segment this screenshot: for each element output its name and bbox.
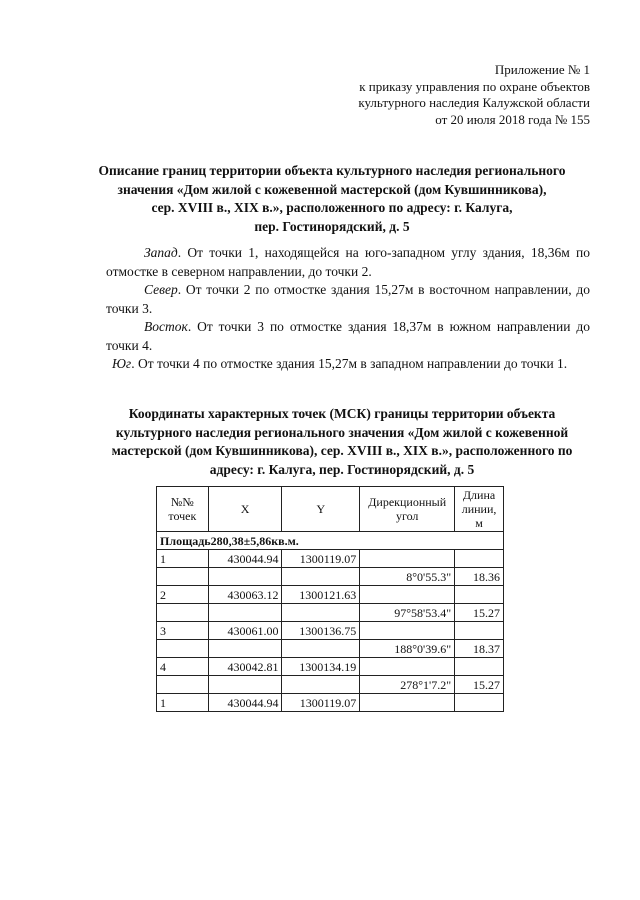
direction-angle-cell: 188°0'39.6" — [360, 640, 455, 658]
direction-label: Восток — [144, 319, 188, 334]
direction-label: Запад — [144, 245, 178, 260]
header-point-number: №№ точек — [157, 487, 209, 532]
y-cell: 1300136.75 — [282, 622, 360, 640]
line-length-cell: 15.27 — [455, 676, 504, 694]
x-cell — [208, 604, 282, 622]
boundary-west — [106, 244, 590, 281]
line-length-cell: 18.36 — [455, 568, 504, 586]
boundary-south — [106, 355, 590, 374]
table-row — [157, 622, 504, 640]
appendix-line: к приказу управления по охране объектов — [359, 78, 590, 94]
x-cell: 430063.12 — [208, 586, 282, 604]
direction-angle-cell — [360, 622, 455, 640]
point-number-cell — [157, 676, 209, 694]
line-length-cell: 15.27 — [455, 604, 504, 622]
y-cell — [282, 568, 360, 586]
direction-text: . От точки 4 по отмостке здания 15,27м в западном направлении до точки 1. — [131, 356, 568, 371]
y-cell: 1300121.63 — [282, 586, 360, 604]
coordinates-title — [92, 405, 592, 479]
line-length-cell — [455, 550, 504, 568]
area-row — [157, 532, 504, 550]
line-length-cell — [455, 586, 504, 604]
header-line-length: Длина линии, м — [455, 487, 504, 532]
point-number-cell: 1 — [157, 694, 209, 712]
x-cell — [208, 568, 282, 586]
appendix-line: от 20 июля 2018 года № 155 — [435, 111, 590, 127]
y-cell — [282, 640, 360, 658]
y-cell: 1300119.07 — [282, 550, 360, 568]
direction-angle-cell — [360, 658, 455, 676]
direction-label: Юг — [112, 356, 132, 371]
coordinates-title-line: Координаты характерных точек (МСК) границы территории объекта — [128, 406, 556, 421]
area-cell: Площадь280,38±5,86кв.м. — [157, 532, 504, 550]
y-cell: 1300134.19 — [282, 658, 360, 676]
x-cell: 430042.81 — [208, 658, 282, 676]
table-row — [157, 586, 504, 604]
table-body — [157, 532, 504, 712]
header-direction-angle: Дирекционный угол — [360, 487, 455, 532]
table-row — [157, 658, 504, 676]
coordinates-title-line: адресу: г. Калуга, пер. Гостинорядский, д. 5 — [209, 461, 475, 477]
boundary-north — [106, 281, 590, 318]
point-number-cell — [157, 640, 209, 658]
header-y: Y — [282, 487, 360, 532]
direction-angle-cell — [360, 586, 455, 604]
line-length-cell — [455, 658, 504, 676]
y-cell — [282, 604, 360, 622]
line-length-cell — [455, 622, 504, 640]
x-cell — [208, 640, 282, 658]
x-cell: 430044.94 — [208, 550, 282, 568]
table-header-row — [157, 487, 504, 532]
table-row — [157, 604, 504, 622]
line-length-cell — [455, 694, 504, 712]
direction-angle-cell — [360, 694, 455, 712]
coordinates-table — [156, 486, 504, 712]
direction-label: Север — [144, 282, 178, 297]
boundary-description — [106, 244, 590, 374]
direction-angle-cell — [360, 550, 455, 568]
table-row — [157, 694, 504, 712]
x-cell: 430061.00 — [208, 622, 282, 640]
coordinates-title-line: мастерской (дом Кувшинникова), сер. XVIII в., XIX в.», расположенного по — [111, 443, 573, 458]
header-x: X — [208, 487, 282, 532]
table-row — [157, 640, 504, 658]
title-line: Описание границ территории объекта культурного наследия регионального — [98, 163, 566, 178]
appendix-line: Приложение № 1 — [494, 62, 590, 77]
title-line: сер. XVIII в., XIX в.», расположенного по адресу: г. Калуга, — [151, 200, 513, 215]
point-number-cell: 2 — [157, 586, 209, 604]
table-row — [157, 550, 504, 568]
appendix-line: культурного наследия Калужской области — [358, 95, 590, 110]
direction-angle-cell: 278°1'7.2" — [360, 676, 455, 694]
point-number-cell: 3 — [157, 622, 209, 640]
direction-text: . От точки 1, находящейся на юго-западном углу здания, 18,36м по отмостке в северном направлении, до точки 2. — [106, 245, 590, 279]
x-cell: 430044.94 — [208, 694, 282, 712]
title-line: значения «Дом жилой с кожевенной мастерской (дом Кувшинникова), — [117, 181, 547, 197]
direction-angle-cell: 8°0'55.3" — [360, 568, 455, 586]
x-cell — [208, 676, 282, 694]
point-number-cell — [157, 568, 209, 586]
direction-angle-cell: 97°58'53.4" — [360, 604, 455, 622]
appendix-header — [270, 62, 590, 128]
direction-text: . От точки 2 по отмостке здания 15,27м в восточном направлении, до точки 3. — [106, 282, 590, 316]
coordinates-title-line: культурного наследия регионального значения «Дом жилой с кожевенной — [115, 424, 569, 440]
y-cell — [282, 676, 360, 694]
title-line: пер. Гостинорядский, д. 5 — [254, 218, 410, 234]
point-number-cell — [157, 604, 209, 622]
line-length-cell: 18.37 — [455, 640, 504, 658]
point-number-cell: 4 — [157, 658, 209, 676]
y-cell: 1300119.07 — [282, 694, 360, 712]
table-row — [157, 676, 504, 694]
document-title — [72, 162, 592, 236]
direction-text: . От точки 3 по отмостке здания 18,37м в южном направлении до точки 4. — [106, 319, 590, 353]
table-row — [157, 568, 504, 586]
point-number-cell: 1 — [157, 550, 209, 568]
boundary-east — [106, 318, 590, 355]
